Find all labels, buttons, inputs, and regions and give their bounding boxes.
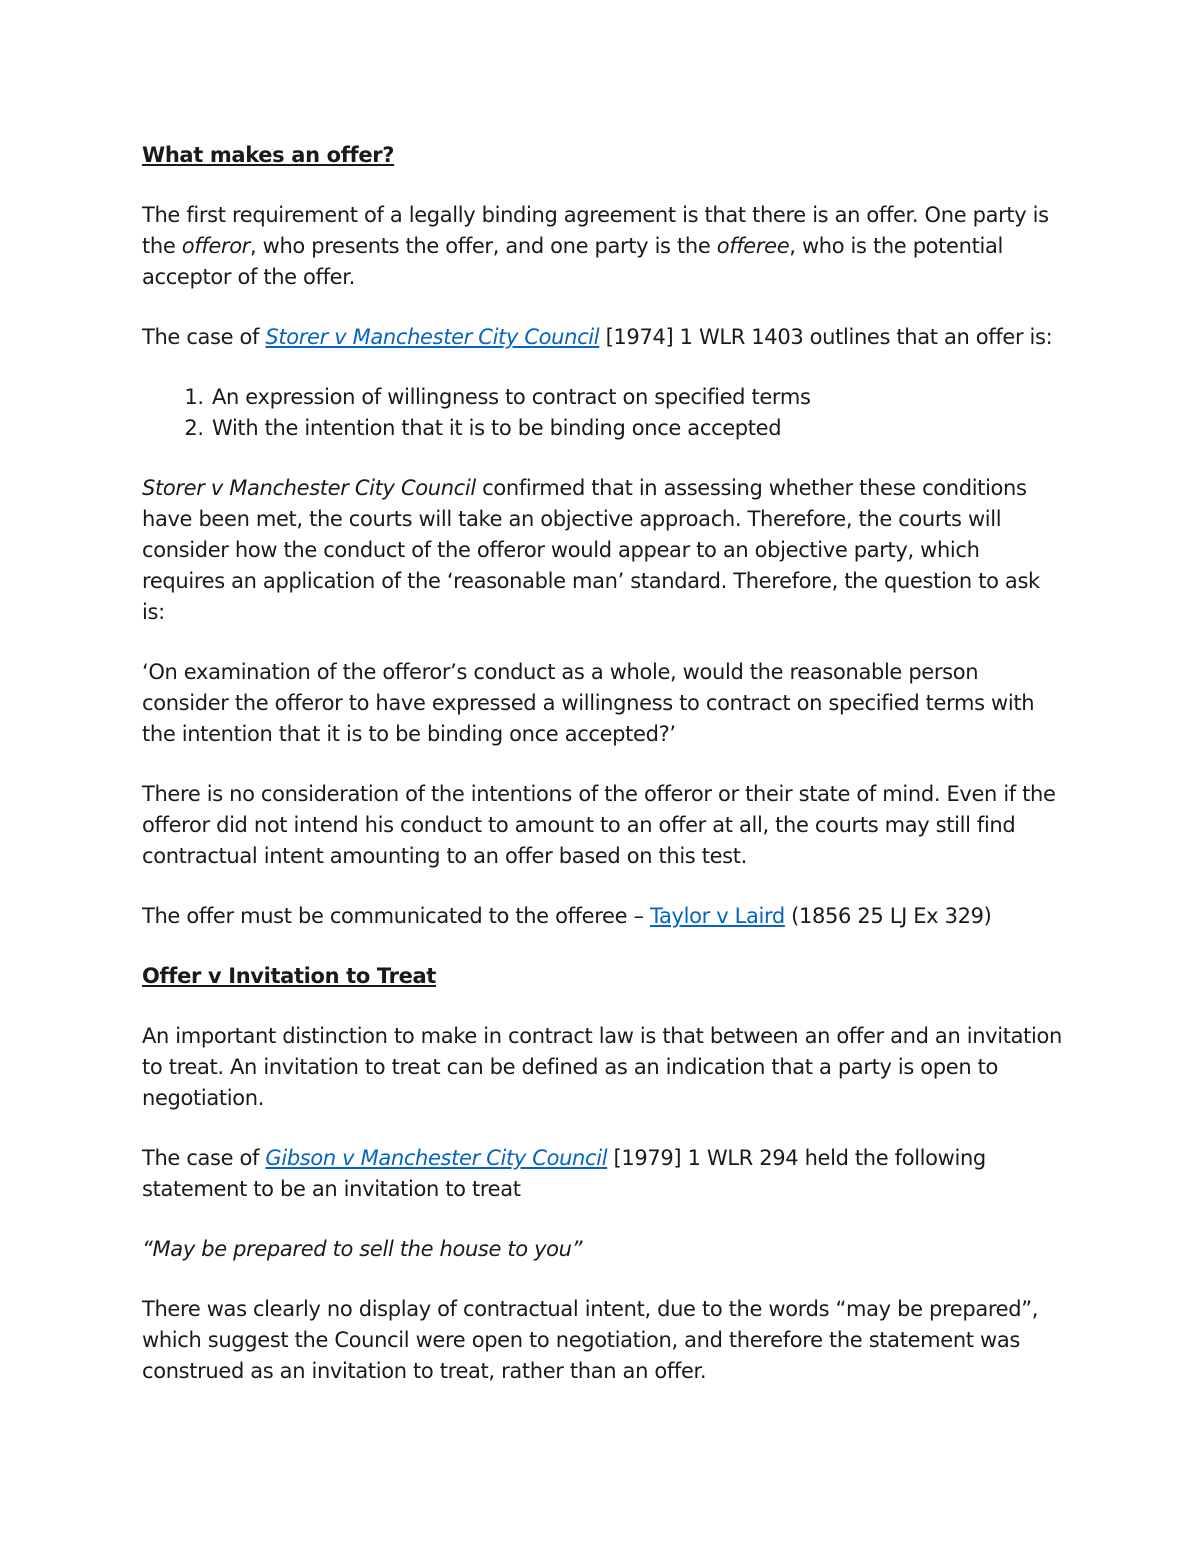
paragraph-no-contractual-intent: There was clearly no display of contractual intent, due to the words “may be prepared”, which suggest the Council were open to negotiation, and therefore the statement was construed as an invitation to treat, rather than an offer.	[142, 1297, 1039, 1383]
link-storer-case[interactable]: Storer v Manchester City Council	[265, 325, 600, 349]
paragraph-distinction: An important distinction to make in contract law is that between an offer and an invitation to treat. An invitation to treat can be defined as an indication that a party is open to negotiation.	[142, 1024, 1062, 1110]
link-taylor-case[interactable]: Taylor v Laird	[650, 904, 785, 928]
offer-requirements-list	[142, 382, 1062, 444]
term-offeree: offeree	[716, 234, 790, 258]
document-page	[142, 140, 1062, 1416]
paragraph-no-consideration: There is no consideration of the intentions of the offeror or their state of mind. Even if the offeror did not intend his conduct to amount to an offer at all, the courts may still find contractual intent amounting to an offer based on this test.	[142, 782, 1056, 868]
link-gibson-case[interactable]: Gibson v Manchester City Council	[265, 1146, 608, 1170]
paragraph-gibson-case: The case of Gibson v Manchester City Council [1979] 1 WLR 294 held the following statement to be an invitation to treat	[142, 1146, 986, 1201]
case-name-storer: Storer v Manchester City Council	[142, 476, 476, 500]
paragraph-objective-approach: Storer v Manchester City Council confirmed that in assessing whether these conditions have been met, the courts will take an objective approach. Therefore, the courts will consider how the conduct of the offeror would appear to an objective party, which requires an application of the ‘reasonable man’ standard. Therefore, the question to ask is:	[142, 476, 1040, 624]
paragraph-reasonable-person-question: ‘On examination of the offeror’s conduct as a whole, would the reasonable person consider the offeror to have expressed a willingness to contract on specified terms with the intention that it is to be binding once accepted?’	[142, 660, 1035, 746]
paragraph-communication: The offer must be communicated to the offeree – Taylor v Laird (1856 25 LJ Ex 329)	[142, 904, 992, 928]
term-offeror: offeror	[181, 234, 250, 258]
list-item: 2. With the intention that it is to be binding once accepted	[210, 413, 1062, 444]
heading-what-makes-an-offer: What makes an offer?	[142, 143, 395, 167]
heading-offer-v-invitation: Offer v Invitation to Treat	[142, 964, 436, 988]
paragraph-storer-case: The case of Storer v Manchester City Council [1974] 1 WLR 1403 outlines that an offer is:	[142, 325, 1053, 349]
list-item: 1. An expression of willingness to contract on specified terms	[210, 382, 1062, 413]
paragraph-offeror-offeree: The first requirement of a legally binding agreement is that there is an offer. One party is the offeror, who presents the offer, and one party is the offeree, who is the potential acceptor of the offer.	[142, 203, 1049, 289]
quote-may-be-prepared: “May be prepared to sell the house to you”	[142, 1237, 583, 1261]
